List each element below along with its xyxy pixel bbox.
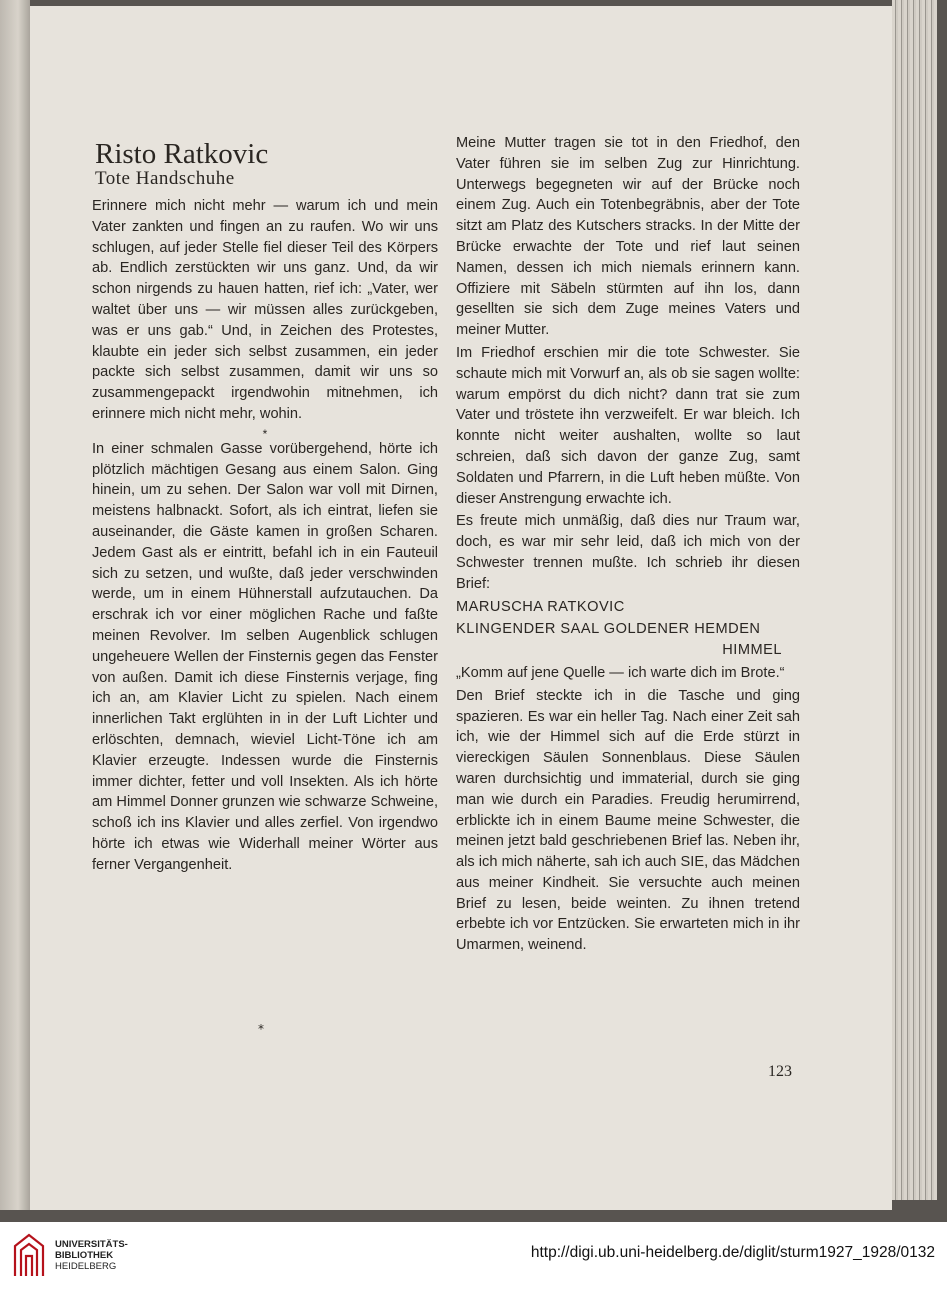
footer-bar — [0, 1222, 947, 1291]
letter-address: KLINGENDER SAAL GOLDENER HEMDEN — [456, 621, 761, 638]
letter-address-himmel: HIMMEL — [722, 642, 782, 659]
right-column — [456, 133, 800, 958]
left-column — [92, 196, 438, 878]
paragraph: Im Friedhof erschien mir die tote Schwester. Sie schaute mich mit Vorwurf an, als ob sie sagen wollte: warum empörst du dich nicht? dann trat sie zum Vater und tröstete ihn verzweifelt. Er war bleich. Ich konnte nicht weiter aushalten, wollte so laut schreien, daß sich davon der ganze Zug, samt Soldaten und Pfarrern, in die Luft heben müßte. Von dieser Anstrengung erwachte ich. — [456, 344, 800, 507]
section-separator: * — [262, 426, 268, 441]
library-name-line2: BIBLIOTHEK — [55, 1250, 114, 1261]
letter-recipient: MARUSCHA RATKOVIC — [456, 598, 625, 615]
paragraph: Erinnere mich nicht mehr — warum ich und mein Vater zankten und fingen an zu raufen. Wo wir uns schlugen, auf jeder Stelle fiel dieser Teil des Körpers ab. Endlich zerstückten wir uns ganz. Und, da wir schon nirgends zu hauen hatten, rief ich: „Vater, wer waltet über uns — wir müssen alles zurückgeben, was er uns gab.“ Und, in Zeichen des Protestes, klaubte ein jeder sich selbst zusammen, ein jeder packte sich selbst zusammen, damit wir uns so zusammengepackt irgendwohin mitnehmen, ich erinnere mich nicht mehr, wohin. — [92, 198, 438, 422]
library-name[interactable] — [55, 1239, 128, 1272]
library-name-line3: HEIDELBERG — [55, 1261, 117, 1272]
library-logo-icon[interactable] — [12, 1232, 46, 1278]
section-separator-end: * — [258, 1022, 264, 1036]
permalink-url[interactable]: http://digi.ub.uni-heidelberg.de/diglit/sturm1927_1928/0132 — [530, 1244, 935, 1261]
paragraph: Den Brief steckte ich in die Tasche und ging spazieren. Es war ein heller Tag. Nach einer Zeit sah ich, wie der Himmel sich auf die Erde stürzt in viereckigen Säulen Sonnenblaus. Diese Säulen waren durchsichtig und immaterial, durch sie ging man wie durch ein Paradies. Freudig herumirrend, erblickte ich in einem Baume meine Schwester, die meinen jetzt bald geschriebenen Brief las. Neben ihr, als ich mich näherte, sah ich auch SIE, das Mädchen aus meiner Kindheit. Sie versuchte auch meinen Brief zu lesen, beide weinten. Zu ihnen tretend erbebte ich vor Entzücken. Sie erwarteten mich in ihr Umarmen, weinend. — [456, 687, 800, 954]
paragraph: Es freute mich unmäßig, daß dies nur Traum war, doch, es war mir sehr leid, daß ich mich von der Schwester trennen mußte. Ich schrieb ihr diesen Brief: — [456, 513, 800, 592]
paragraph: Meine Mutter tragen sie tot in den Friedhof, den Vater führen sie im selben Zug zur Hinrichtung. Unterwegs begegneten wir auf der Brücke noch einem Zug. Auch ein Totenbegräbnis, aber der Tote sitzt am Platz des Kutschers stracks. In der Mitte der Brücke erwachte der Tote und rief laut seinen Namen, dessen ich mich niemals erinnern kann. Offiziere mit Säbeln stürmten auf ihn los, dann gesellten sie sich dem Zuge meines Vaters und meiner Mutter. — [456, 135, 800, 339]
story-title: Tote Handschuhe — [95, 168, 235, 189]
letter-body: „Komm auf jene Quelle — ich warte dich im Brote.“ — [456, 664, 785, 681]
left-page-edge — [0, 0, 30, 1210]
page-stack-edges — [892, 0, 937, 1200]
paragraph: In einer schmalen Gasse vorübergehend, hörte ich plötzlich mächtigen Gesang aus einem Salon. Ging hinein, um zu sehen. Der Salon war voll mit Dirnen, meistens halbnackt. Sofort, als ich eintrat, liefen sie auseinander, die Gäste kamen in großen Scharen. Jedem Gast als er eintritt, befahl ich in ein Fauteuil sich zu setzen, und wußte, daß jeder verschwinden werde, um in einem Hühnerstall aufzutauchen. Da erschrak ich vor einer möglichen Rache und faßte meinen Revolver. Im selben Augenblick schlugen ungeheuere Wellen der Finsternis gegen das Fenster von außen. Damit ich diese Finsternis verjage, fing ich an, am Klavier Licht zu spielen. Nach einem innerlichen Takt erglühten in in der Luft Lichter und erlöschten, demnach, wieviel Licht-Töne ich am Klavier erzeugte. Indessen wurde die Finsternis immer dichter, fetter und voll Insekten. Als ich hörte am Himmel Donner grunzen wie schwarze Schweine, schoß ich ins Klavier und alles zerfiel. Von irgendwo hörte ich etwas wie Widerhall meiner Wörter aus ferner Vergangenheit. — [92, 440, 438, 873]
author-heading: Risto Ratkovic — [95, 138, 269, 170]
library-name-line1: UNIVERSITÄTS- — [55, 1239, 128, 1250]
page-number: 123 — [768, 1063, 792, 1080]
